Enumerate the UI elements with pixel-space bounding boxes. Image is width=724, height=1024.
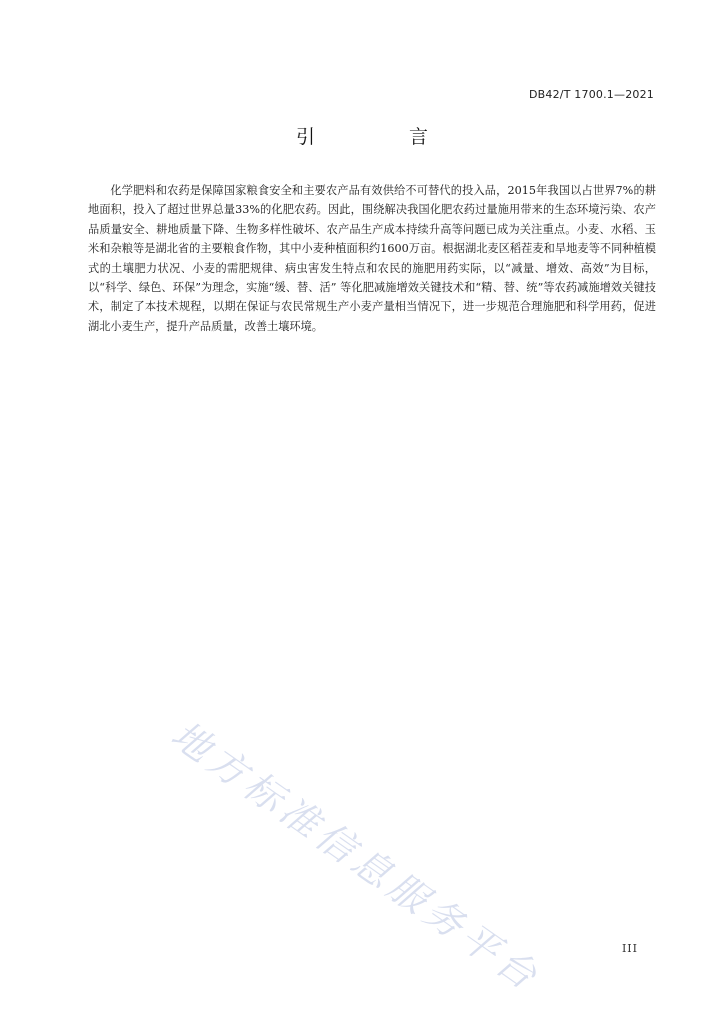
page-number: III <box>621 942 638 955</box>
standard-code: DB42/T 1700.1—2021 <box>528 88 654 101</box>
watermark-text: 地方标准信息服务平台 <box>163 712 550 1001</box>
page-title: 引 言 <box>295 126 473 148</box>
introduction-body <box>88 181 656 336</box>
introduction-paragraph: 化学肥料和农药是保障国家粮食安全和主要农产品有效供给不可替代的投入品，2015年我国以占世界7%的耕地面积，投入了超过世界总量33%的化肥农药。因此，围绕解决我国化肥农药过量施用带来的生态环境污染、农产品质量安全、耕地质量下降、生物多样性破坏、农产品生产成本持续升高等问题已成为关注重点。小麦、水稻、玉米和杂粮等是湖北省的主要粮食作物，其中小麦种植面积约1600万亩。根据湖北麦区稻茬麦和旱地麦等不同种植模式的土壤肥力状况、小麦的需肥规律、病虫害发生特点和农民的施肥用药实际，以“减量、增效、高效”为目标，以“科学、绿色、环保”为理念，实施“缓、替、活” 等化肥减施增效关键技术和“精、替、统”等农药减施增效关键技术，制定了本技术规程，以期在保证与农民常规生产小麦产量相当情况下，进一步规范合理施肥和科学用药，促进湖北小麦生产，提升产品质量，改善土壤环境。 <box>88 184 656 333</box>
